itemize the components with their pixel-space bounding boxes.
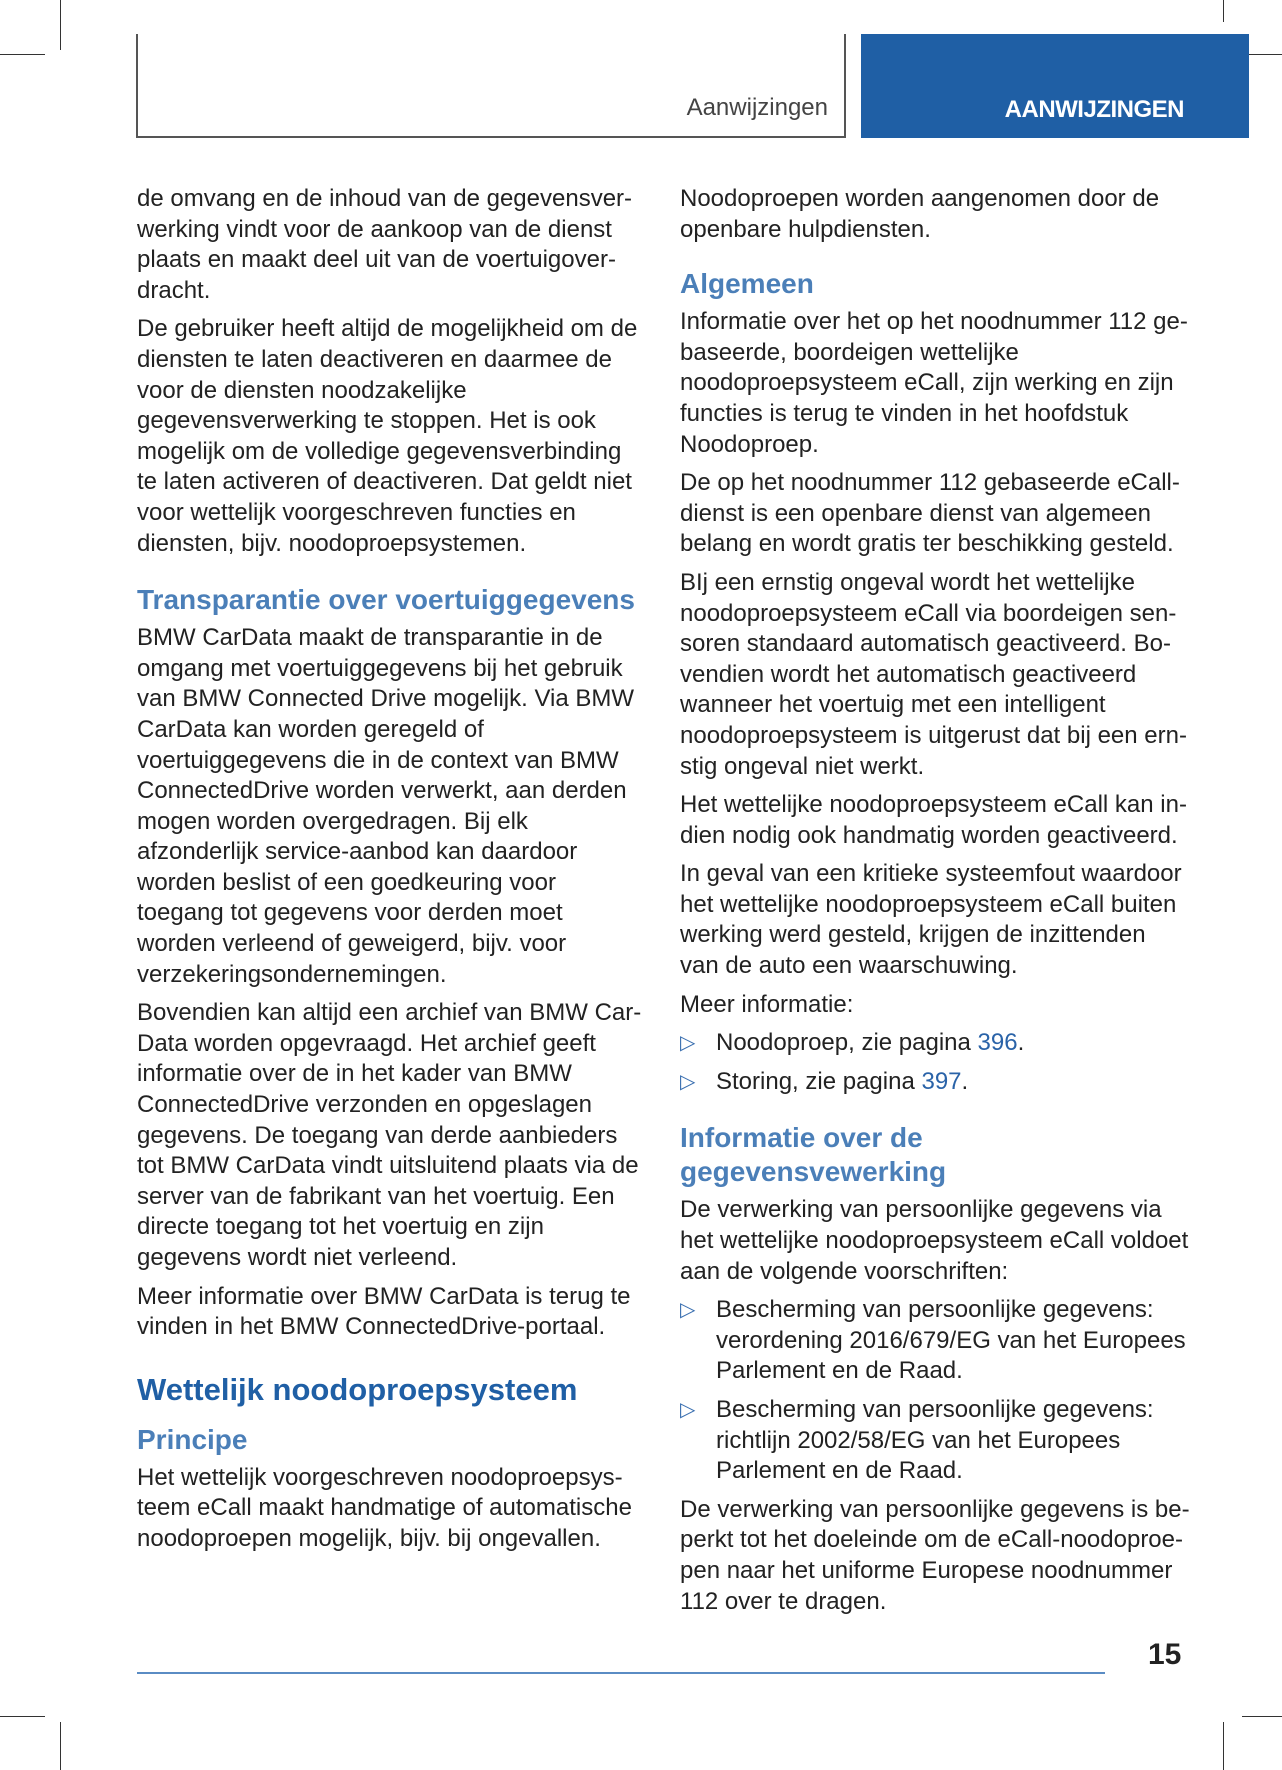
- right-column: [680, 184, 1190, 1625]
- paragraph: Bovendien kan altijd een archief van BMW CarData worden opgevraagd. Het archief geeft informatie over de in het kader van BMW ConnectedDrive verzonden en opgeslagen gegevens. De toegang van derde aanbieders tot BMW CarData vindt uitsluitend plaats via de server van de fabrikant van het voertuig. Een directe toegang tot het voertuig en zijn gegevens wordt niet verleend.: [137, 999, 642, 1271]
- triangle-right-icon: ▷: [680, 1399, 696, 1421]
- paragraph: Informatie over het op het noodnummer 112 gebaseerde, boordeigen wettelijke noodoproepsysteem eCall, zijn werking en zijn functies is terug te vinden in het hoofdstuk Noodoproep.: [680, 308, 1188, 458]
- triangle-right-icon: ▷: [680, 1299, 696, 1322]
- paragraph: de omvang en de inhoud van de gegevensverwerking vindt voor de aankoop van de dienst plaats en maakt deel uit van de voertuigoverdracht.: [137, 185, 633, 304]
- crop-mark: [0, 1716, 45, 1717]
- heading-wettelijk-noodoproepsysteem: Wettelijk noodoproepsysteem: [137, 1371, 578, 1407]
- header-chapter-tab: [861, 34, 1249, 138]
- crop-mark: [60, 1722, 61, 1770]
- crop-mark: [60, 0, 61, 50]
- footer-rule: [137, 1672, 1105, 1674]
- list-item: ▷ Storing, zie pagina 397.: [680, 1067, 1190, 1098]
- header-section-box: [136, 34, 846, 138]
- paragraph: Meer informatie over BMW CarData is terug te vinden in het BMW ConnectedDrive-portaal.: [137, 1282, 631, 1341]
- page-number: 15: [1148, 1638, 1182, 1671]
- crop-mark: [1242, 1716, 1282, 1717]
- heading-transparantie: Transparantie over voertuiggegevens: [137, 584, 635, 616]
- paragraph: Het wettelijk voorgeschreven noodoproepsysteem eCall maakt handmatige of automatische noodoproepen mogelijk, bijv. bij ongevallen.: [137, 1463, 632, 1552]
- paragraph: Het wettelijke noodoproepsysteem eCall kan indien nodig ook handmatig worden geactiveerd.: [680, 791, 1187, 849]
- paragraph: Noodoproepen worden aangenomen door de openbare hulpdiensten.: [680, 185, 1160, 243]
- page-reference-link[interactable]: 397: [921, 1067, 962, 1095]
- left-column: [137, 184, 643, 1563]
- paragraph: BMW CarData maakt de transparantie in de omgang met voertuiggegevens bij het gebruik van BMW Connected Drive mogelijk. Via BMW CarData kan worden geregeld of voertuiggegevens die in de context van BMW ConnectedDrive worden verwerkt, aan derden mogen worden overgedragen. Bij elk afzonderlijk service-aanbod kan daardoor worden beslist of een goedkeuring voor toegang tot gegevens voor derden moet worden verleend of geweigerd, bijv. voor verzekeringsondernemingen.: [137, 624, 635, 988]
- paragraph: BIj een ernstig ongeval wordt het wettelijke noodoproepsysteem eCall via boordeigen sensoren standaard automatisch geactiveerd. Bovendien wordt het automatisch geactiveerd wanneer het voertuig met een intelligent noodoproepsysteem is uitgerust dat bij een ernstig ongeval niet werkt.: [680, 568, 1187, 780]
- heading-informatie-gegevensverwerking: Informatie over de gegevensvewerking: [680, 1122, 947, 1188]
- page-reference-link[interactable]: 396: [977, 1029, 1018, 1057]
- crop-mark: [0, 54, 45, 55]
- crop-mark: [1223, 0, 1224, 22]
- reference-list: [680, 1028, 1190, 1097]
- regulation-list: [680, 1295, 1190, 1487]
- header-chapter-title: AANWIJZINGEN: [1004, 96, 1184, 123]
- triangle-right-icon: ▷: [680, 1032, 696, 1055]
- triangle-right-icon: ▷: [680, 1070, 696, 1093]
- paragraph: De verwerking van persoonlijke gegevens is beperkt tot het doeleinde om de eCall-noodoproepen naar het uniforme Europese noodnummer 112 over te dragen.: [680, 1495, 1190, 1615]
- list-item: ▷ Bescherming van persoonlijke gegevens: verordening 2016/679/EG van het Europees Parlement en de Raad.: [680, 1296, 1186, 1385]
- header-section-title: Aanwijzingen: [686, 94, 828, 121]
- list-item: ▷ Noodoproep, zie pagina 396.: [680, 1028, 1190, 1059]
- heading-algemeen: Algemeen: [680, 268, 814, 300]
- paragraph: De op het noodnummer 112 gebaseerde eCall-dienst is een openbare dienst van algemeen belang en wordt gratis ter beschikking gesteld.: [680, 469, 1180, 558]
- paragraph: Meer informatie:: [680, 990, 854, 1018]
- paragraph: De verwerking van persoonlijke gegevens via het wettelijke noodoproepsysteem eCall voldoet aan de volgende voorschriften:: [680, 1196, 1189, 1285]
- crop-mark: [1223, 1722, 1224, 1770]
- list-item: ▷ Bescherming van persoonlijke gegevens: richtlijn 2002/58/EG van het Europees Parlement en de Raad.: [680, 1396, 1154, 1485]
- paragraph: In geval van een kritieke systeemfout waardoor het wettelijke noodoproepsysteem eCall buiten werking werd gesteld, krijgen de inzittenden van de auto een waarschuwing.: [680, 860, 1182, 980]
- paragraph: De gebruiker heeft altijd de mogelijkheid om de diensten te laten deactiveren en daarmee de voor de diensten noodzakelijke gegevensverwerking te stoppen. Het is ook mogelijk om de volledige gegevensverbinding te laten activeren of deactiveren. Dat geldt niet voor wettelijk voorgeschreven functies en diensten, bijv. noodoproepsystemen.: [137, 315, 638, 557]
- heading-principe: Principe: [137, 1423, 248, 1455]
